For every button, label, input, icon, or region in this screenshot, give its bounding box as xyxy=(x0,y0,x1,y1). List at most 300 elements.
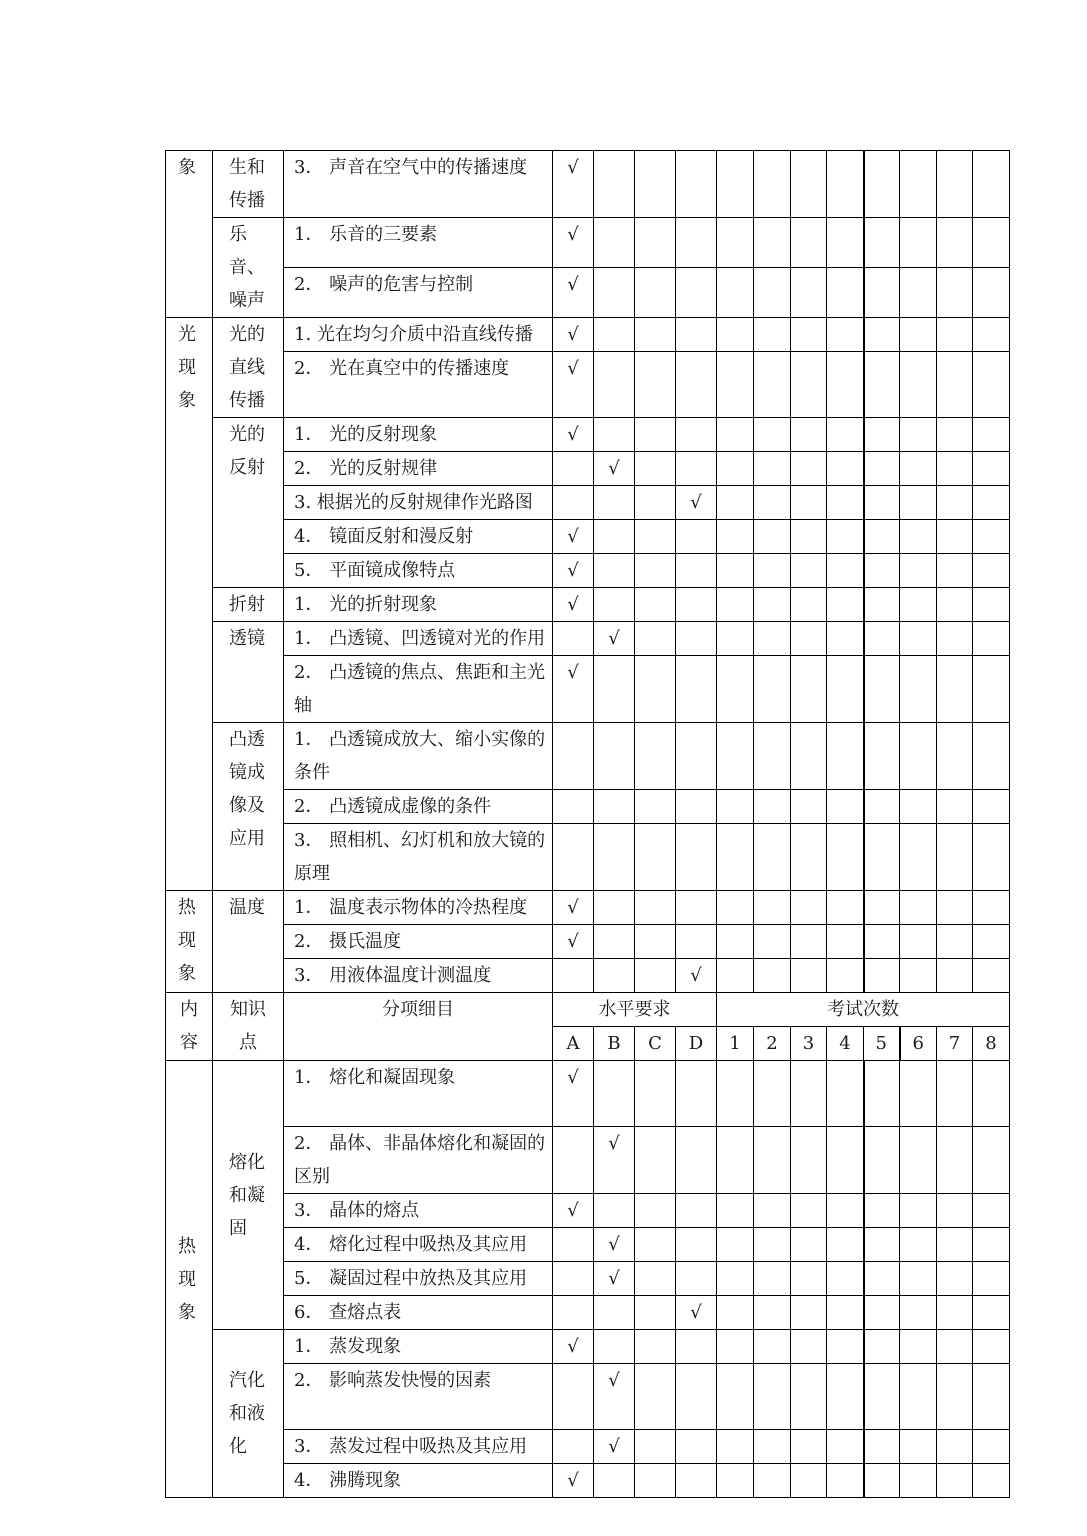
detail-cell: 1． 熔化和凝固现象 xyxy=(284,1061,553,1127)
header-text: 6 xyxy=(912,1033,924,1054)
exam-count-cell xyxy=(937,452,973,486)
exam-count-cell xyxy=(900,218,937,268)
detail-cell: 4． 镜面反射和漫反射 xyxy=(284,520,553,554)
cell-text: 光的直线传播 xyxy=(229,324,265,411)
exam-count-cell xyxy=(791,418,827,452)
detail-cell: 6． 查熔点表 xyxy=(284,1296,553,1330)
exam-count-cell xyxy=(754,1296,791,1330)
exam-count-cell xyxy=(973,1364,1010,1430)
exam-count-cell xyxy=(717,925,754,959)
exam-count-cell xyxy=(754,588,791,622)
level-cell xyxy=(676,418,717,452)
table-row xyxy=(166,622,1010,656)
exam-count-cell xyxy=(791,452,827,486)
level-cell xyxy=(635,1464,676,1498)
exam-count-cell xyxy=(973,218,1010,268)
table-row xyxy=(166,1228,1010,1262)
exam-count-cell xyxy=(937,1430,973,1464)
exam-count-cell xyxy=(827,1296,864,1330)
level-cell xyxy=(594,622,635,656)
check-mark: √ xyxy=(608,1133,620,1154)
level-cell xyxy=(676,622,717,656)
table-row xyxy=(166,1364,1010,1430)
level-cell xyxy=(635,554,676,588)
exam-count-cell xyxy=(827,452,864,486)
level-cell xyxy=(594,520,635,554)
header-row xyxy=(166,993,1010,1027)
level-cell xyxy=(635,151,676,218)
exam-count-cell xyxy=(717,151,754,218)
exam-count-cell xyxy=(864,1330,900,1364)
exam-count-cell xyxy=(900,1262,937,1296)
level-cell xyxy=(553,925,594,959)
knowledge-point-cell xyxy=(213,218,284,318)
exam-count-cell xyxy=(900,486,937,520)
detail-cell: 1． 蒸发现象 xyxy=(284,1330,553,1364)
level-cell xyxy=(635,1364,676,1430)
check-mark: √ xyxy=(567,1200,579,1221)
level-cell xyxy=(594,1194,635,1228)
header-exam-number xyxy=(791,1027,827,1061)
exam-count-cell xyxy=(937,588,973,622)
exam-count-cell xyxy=(973,1228,1010,1262)
level-cell xyxy=(676,1194,717,1228)
exam-count-cell xyxy=(791,268,827,318)
exam-count-cell xyxy=(827,1364,864,1430)
exam-count-cell xyxy=(827,520,864,554)
exam-count-cell xyxy=(973,486,1010,520)
check-mark: √ xyxy=(567,1336,579,1357)
level-cell xyxy=(594,1262,635,1296)
level-cell xyxy=(635,418,676,452)
exam-count-cell xyxy=(864,1262,900,1296)
exam-count-cell xyxy=(973,318,1010,352)
check-mark: √ xyxy=(608,1370,620,1391)
exam-count-cell xyxy=(754,554,791,588)
table-row xyxy=(166,268,1010,318)
exam-count-cell xyxy=(791,1296,827,1330)
exam-count-cell xyxy=(900,1464,937,1498)
exam-count-cell xyxy=(754,218,791,268)
header-text: 内容 xyxy=(180,999,198,1053)
detail-cell: 2． 噪声的危害与控制 xyxy=(284,268,553,318)
exam-count-cell xyxy=(937,486,973,520)
cell-text: 凸透镜成像及应用 xyxy=(229,729,265,849)
exam-count-cell xyxy=(754,352,791,418)
exam-count-cell xyxy=(937,151,973,218)
exam-count-cell xyxy=(827,790,864,824)
detail-cell: 3． 照相机、幻灯机和放大镜的原理 xyxy=(284,824,553,891)
table-row xyxy=(166,520,1010,554)
exam-count-cell xyxy=(754,1061,791,1127)
level-cell xyxy=(676,1262,717,1296)
exam-count-cell xyxy=(937,318,973,352)
exam-count-cell xyxy=(900,318,937,352)
detail-cell: 1. 光在均匀介质中沿直线传播 xyxy=(284,318,553,352)
level-cell xyxy=(594,656,635,723)
exam-count-cell xyxy=(864,1296,900,1330)
table-row xyxy=(166,1464,1010,1498)
exam-count-cell xyxy=(827,959,864,993)
exam-count-cell xyxy=(717,1061,754,1127)
level-cell xyxy=(553,218,594,268)
exam-count-cell xyxy=(973,452,1010,486)
level-cell xyxy=(635,1262,676,1296)
level-cell xyxy=(635,1330,676,1364)
exam-count-cell xyxy=(754,959,791,993)
header-text: 8 xyxy=(985,1033,997,1054)
header-text: D xyxy=(688,1033,704,1054)
table-row xyxy=(166,790,1010,824)
level-cell xyxy=(635,959,676,993)
header-text: 7 xyxy=(948,1033,961,1054)
level-cell xyxy=(676,318,717,352)
exam-count-cell xyxy=(754,1330,791,1364)
table-row xyxy=(166,723,1010,790)
exam-count-cell xyxy=(900,520,937,554)
level-cell xyxy=(594,486,635,520)
level-cell xyxy=(553,1296,594,1330)
exam-count-cell xyxy=(937,1194,973,1228)
cell-text: 折射 xyxy=(229,594,265,615)
exam-count-cell xyxy=(973,151,1010,218)
cell-text: 光现象 xyxy=(178,324,196,411)
exam-count-cell xyxy=(791,656,827,723)
table-row xyxy=(166,1127,1010,1194)
exam-count-cell xyxy=(754,452,791,486)
exam-count-cell xyxy=(973,1127,1010,1194)
exam-count-cell xyxy=(937,824,973,891)
cell-text: 乐音、噪声 xyxy=(229,224,265,311)
exam-count-cell xyxy=(900,418,937,452)
check-mark: √ xyxy=(690,965,702,986)
exam-count-cell xyxy=(717,1228,754,1262)
table-row xyxy=(166,925,1010,959)
detail-cell: 2． 摄氏温度 xyxy=(284,925,553,959)
exam-count-cell xyxy=(864,1228,900,1262)
exam-count-cell xyxy=(937,891,973,925)
exam-count-cell xyxy=(937,1464,973,1498)
exam-count-cell xyxy=(900,1194,937,1228)
level-cell xyxy=(553,1364,594,1430)
level-cell xyxy=(553,452,594,486)
level-cell xyxy=(594,418,635,452)
exam-count-cell xyxy=(827,418,864,452)
exam-count-cell xyxy=(791,925,827,959)
table-row xyxy=(166,824,1010,891)
exam-count-cell xyxy=(973,622,1010,656)
exam-count-cell xyxy=(864,891,900,925)
table-row xyxy=(166,588,1010,622)
level-cell xyxy=(676,1228,717,1262)
exam-count-cell xyxy=(827,1061,864,1127)
level-cell xyxy=(594,1330,635,1364)
exam-count-cell xyxy=(717,656,754,723)
cell-text: 生和传播 xyxy=(229,157,265,211)
exam-count-cell xyxy=(937,1296,973,1330)
level-cell xyxy=(553,486,594,520)
check-mark: √ xyxy=(567,224,579,245)
exam-count-cell xyxy=(791,891,827,925)
check-mark: √ xyxy=(690,492,702,513)
exam-count-cell xyxy=(717,824,754,891)
level-cell xyxy=(553,622,594,656)
level-cell xyxy=(553,790,594,824)
level-cell xyxy=(635,486,676,520)
exam-count-cell xyxy=(937,1127,973,1194)
category-cell xyxy=(166,318,213,891)
exam-count-cell xyxy=(864,268,900,318)
level-cell xyxy=(553,1061,594,1127)
header-level xyxy=(553,993,717,1027)
level-cell xyxy=(594,352,635,418)
exam-count-cell xyxy=(827,1430,864,1464)
exam-count-cell xyxy=(827,1262,864,1296)
exam-count-cell xyxy=(827,1228,864,1262)
knowledge-point-cell xyxy=(213,418,284,588)
check-mark: √ xyxy=(608,1436,620,1457)
exam-count-cell xyxy=(937,925,973,959)
knowledge-point-cell xyxy=(213,1061,284,1330)
exam-count-cell xyxy=(973,790,1010,824)
header-level-letter xyxy=(553,1027,594,1061)
detail-cell: 3． 蒸发过程中吸热及其应用 xyxy=(284,1430,553,1464)
exam-count-cell xyxy=(791,622,827,656)
exam-count-cell xyxy=(717,1296,754,1330)
exam-count-cell xyxy=(717,959,754,993)
exam-count-cell xyxy=(754,790,791,824)
level-cell xyxy=(676,151,717,218)
cell-text: 透镜 xyxy=(229,628,265,649)
level-cell xyxy=(635,1194,676,1228)
header-text: 3 xyxy=(802,1033,815,1054)
exam-count-cell xyxy=(717,1194,754,1228)
level-cell xyxy=(594,588,635,622)
exam-count-cell xyxy=(717,622,754,656)
exam-count-cell xyxy=(754,318,791,352)
level-cell xyxy=(594,218,635,268)
level-cell xyxy=(676,218,717,268)
exam-count-cell xyxy=(937,554,973,588)
exam-count-cell xyxy=(827,1464,864,1498)
exam-count-cell xyxy=(973,352,1010,418)
exam-count-cell xyxy=(827,554,864,588)
level-cell xyxy=(635,268,676,318)
level-cell xyxy=(594,151,635,218)
exam-count-cell xyxy=(791,1194,827,1228)
exam-count-cell xyxy=(973,520,1010,554)
header-detail xyxy=(284,993,553,1061)
level-cell xyxy=(635,1061,676,1127)
level-cell xyxy=(594,1228,635,1262)
header-exam-number xyxy=(973,1027,1010,1061)
exam-count-cell xyxy=(973,1194,1010,1228)
exam-count-cell xyxy=(791,790,827,824)
exam-count-cell xyxy=(717,1330,754,1364)
table-row xyxy=(166,1430,1010,1464)
table-row xyxy=(166,1061,1010,1127)
knowledge-point-cell xyxy=(213,318,284,418)
exam-count-cell xyxy=(973,1262,1010,1296)
exam-count-cell xyxy=(827,352,864,418)
category-cell xyxy=(166,151,213,318)
exam-count-cell xyxy=(937,656,973,723)
check-mark: √ xyxy=(567,526,579,547)
level-cell xyxy=(553,318,594,352)
exam-count-cell xyxy=(827,824,864,891)
exam-count-cell xyxy=(827,723,864,790)
level-cell xyxy=(553,1430,594,1464)
level-cell xyxy=(635,1127,676,1194)
exam-count-cell xyxy=(937,1330,973,1364)
exam-count-cell xyxy=(717,588,754,622)
header-text: 5 xyxy=(875,1033,887,1054)
exam-count-cell xyxy=(864,218,900,268)
cell-text: 汽化和液化 xyxy=(229,1370,265,1457)
exam-count-cell xyxy=(864,588,900,622)
exam-count-cell xyxy=(900,1296,937,1330)
exam-count-cell xyxy=(864,1464,900,1498)
exam-count-cell xyxy=(937,723,973,790)
exam-count-cell xyxy=(900,790,937,824)
exam-count-cell xyxy=(973,588,1010,622)
exam-count-cell xyxy=(717,723,754,790)
table-row xyxy=(166,891,1010,925)
exam-count-cell xyxy=(864,418,900,452)
exam-count-cell xyxy=(973,418,1010,452)
header-text: C xyxy=(648,1033,662,1054)
detail-cell: 1． 凸透镜成放大、缩小实像的条件 xyxy=(284,723,553,790)
exam-count-cell xyxy=(754,1228,791,1262)
exam-count-cell xyxy=(900,352,937,418)
exam-count-cell xyxy=(864,656,900,723)
exam-count-cell xyxy=(864,318,900,352)
detail-cell: 1． 光的反射现象 xyxy=(284,418,553,452)
exam-count-cell xyxy=(754,1194,791,1228)
exam-count-cell xyxy=(717,1430,754,1464)
detail-cell: 2． 凸透镜的焦点、焦距和主光轴 xyxy=(284,656,553,723)
exam-count-cell xyxy=(791,1262,827,1296)
level-cell xyxy=(676,925,717,959)
exam-count-cell xyxy=(754,723,791,790)
table-row xyxy=(166,656,1010,723)
exam-count-cell xyxy=(864,520,900,554)
level-cell xyxy=(635,318,676,352)
table-row xyxy=(166,318,1010,352)
level-cell xyxy=(676,1330,717,1364)
exam-count-cell xyxy=(827,656,864,723)
level-cell xyxy=(635,1430,676,1464)
exam-count-cell xyxy=(791,1430,827,1464)
cell-text: 光的反射 xyxy=(229,424,265,478)
category-cell xyxy=(166,1061,213,1498)
exam-count-cell xyxy=(937,959,973,993)
exam-count-cell xyxy=(900,925,937,959)
check-mark: √ xyxy=(608,628,620,649)
detail-cell: 4． 熔化过程中吸热及其应用 xyxy=(284,1228,553,1262)
level-cell xyxy=(594,268,635,318)
exam-count-cell xyxy=(937,418,973,452)
level-cell xyxy=(594,1296,635,1330)
category-cell xyxy=(166,891,213,993)
exam-count-cell xyxy=(827,588,864,622)
exam-count-cell xyxy=(717,554,754,588)
level-cell xyxy=(676,1364,717,1430)
exam-count-cell xyxy=(717,891,754,925)
check-mark: √ xyxy=(608,1268,620,1289)
exam-count-cell xyxy=(973,1330,1010,1364)
detail-cell: 1． 温度表示物体的冷热程度 xyxy=(284,891,553,925)
exam-count-cell xyxy=(791,151,827,218)
exam-count-cell xyxy=(864,1430,900,1464)
exam-count-cell xyxy=(973,656,1010,723)
level-cell xyxy=(594,452,635,486)
header-exam-number xyxy=(864,1027,900,1061)
knowledge-point-cell xyxy=(213,723,284,891)
detail-cell: 4． 沸腾现象 xyxy=(284,1464,553,1498)
table-row xyxy=(166,554,1010,588)
level-cell xyxy=(553,824,594,891)
table-row xyxy=(166,1262,1010,1296)
exam-count-cell xyxy=(791,1061,827,1127)
level-cell xyxy=(635,352,676,418)
header-content xyxy=(166,993,213,1061)
level-cell xyxy=(676,824,717,891)
exam-count-cell xyxy=(791,1330,827,1364)
check-mark: √ xyxy=(608,458,620,479)
level-cell xyxy=(676,1061,717,1127)
level-cell xyxy=(676,486,717,520)
exam-count-cell xyxy=(717,1127,754,1194)
level-cell xyxy=(594,1061,635,1127)
level-cell xyxy=(594,1364,635,1430)
table-body xyxy=(166,151,1010,1498)
exam-count-cell xyxy=(827,1194,864,1228)
header-text: 1 xyxy=(729,1033,741,1054)
level-cell xyxy=(676,352,717,418)
exam-count-cell xyxy=(754,891,791,925)
exam-count-cell xyxy=(937,268,973,318)
exam-count-cell xyxy=(973,1430,1010,1464)
level-cell xyxy=(635,891,676,925)
exam-count-cell xyxy=(864,824,900,891)
exam-count-cell xyxy=(937,622,973,656)
level-cell xyxy=(635,1296,676,1330)
detail-cell: 2． 晶体、非晶体熔化和凝固的区别 xyxy=(284,1127,553,1194)
table-row xyxy=(166,1296,1010,1330)
level-cell xyxy=(553,656,594,723)
level-cell xyxy=(635,1228,676,1262)
level-cell xyxy=(553,1262,594,1296)
exam-count-cell xyxy=(864,352,900,418)
level-cell xyxy=(553,352,594,418)
level-cell xyxy=(635,925,676,959)
level-cell xyxy=(594,824,635,891)
level-cell xyxy=(553,151,594,218)
table-row xyxy=(166,218,1010,268)
exam-count-cell xyxy=(754,1364,791,1430)
level-cell xyxy=(676,268,717,318)
level-cell xyxy=(676,1464,717,1498)
detail-cell: 3. 根据光的反射规律作光路图 xyxy=(284,486,553,520)
cell-text: 热现象 xyxy=(178,897,196,984)
knowledge-point-cell xyxy=(213,588,284,622)
table-row xyxy=(166,151,1010,218)
level-cell xyxy=(594,554,635,588)
table-row xyxy=(166,959,1010,993)
exam-count-cell xyxy=(864,925,900,959)
exam-count-cell xyxy=(900,1228,937,1262)
